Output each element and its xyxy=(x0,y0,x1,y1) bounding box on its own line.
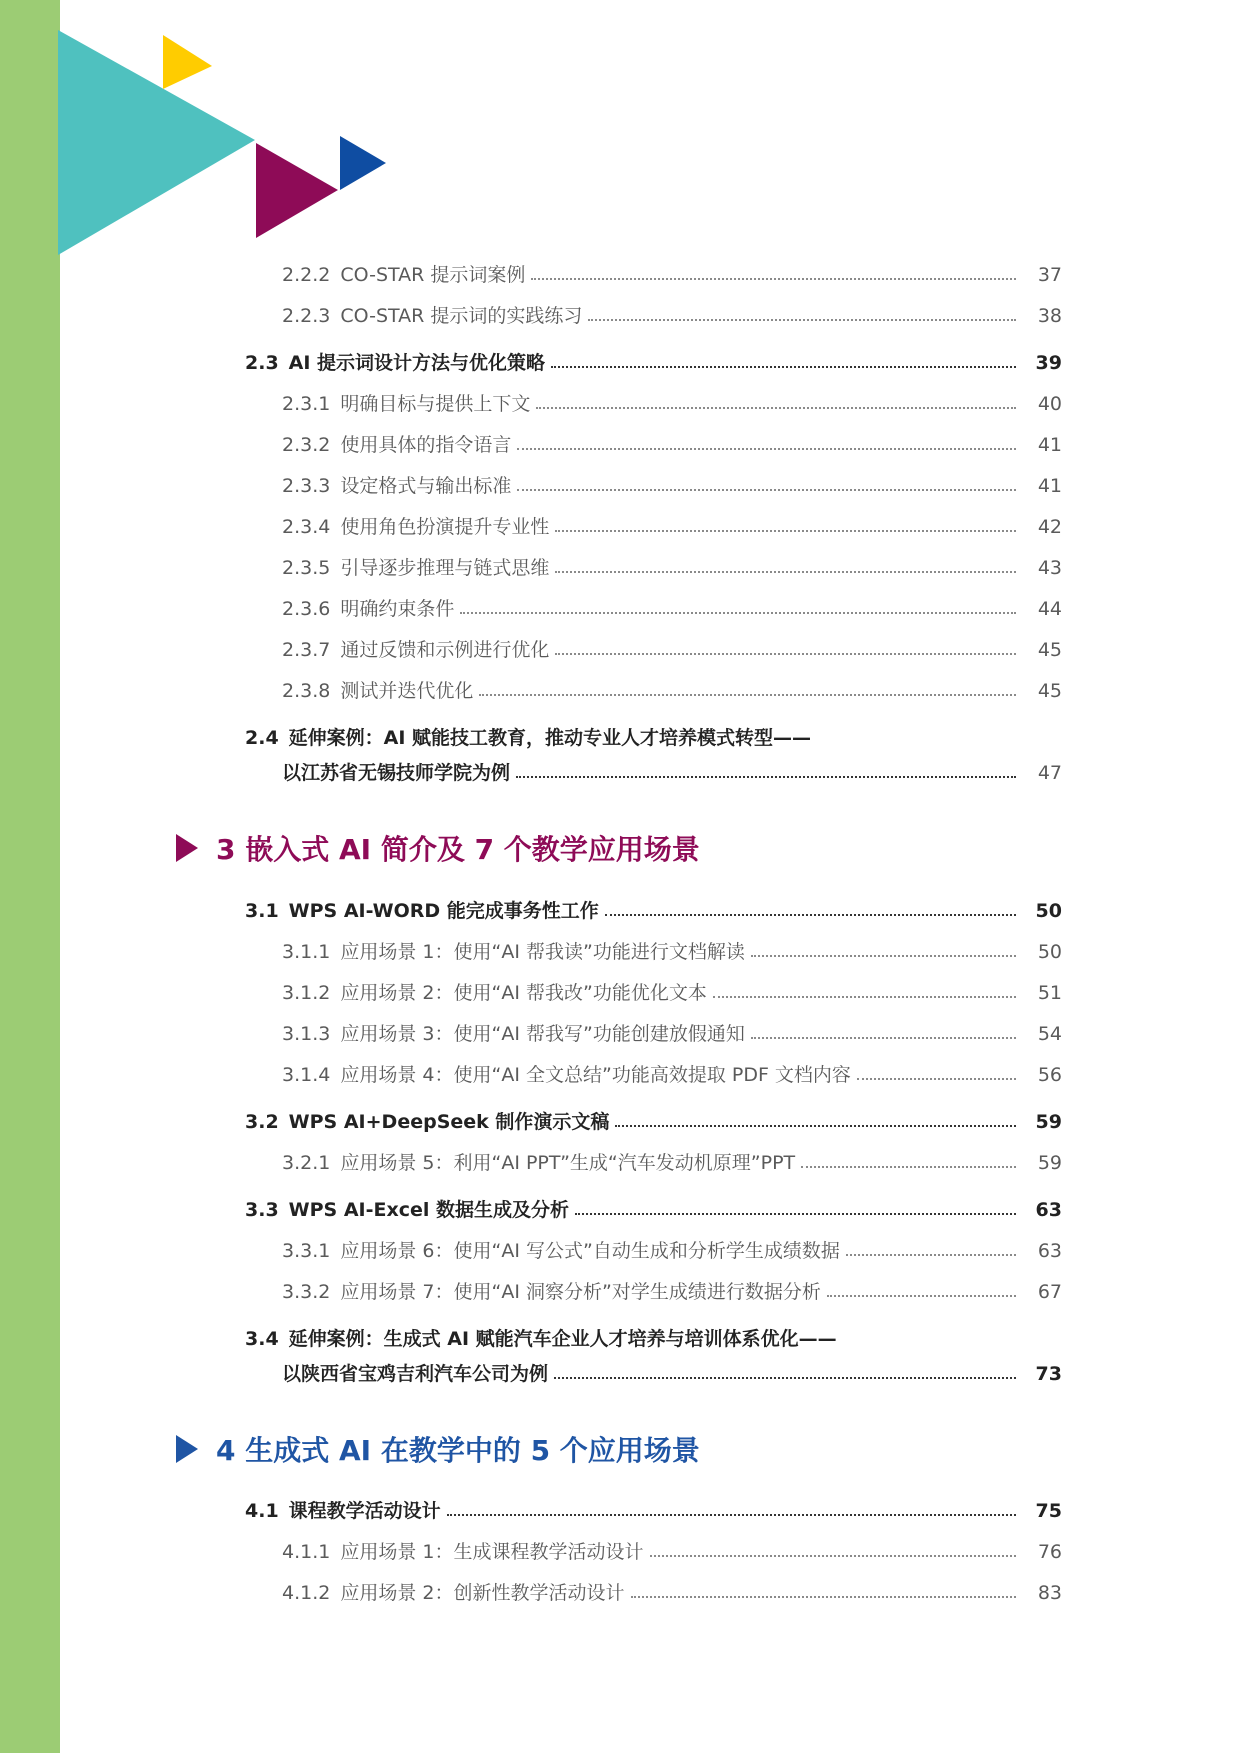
page-number: 63 xyxy=(1037,1240,1062,1262)
toc-entry-2-3-7[interactable]: 2.3.7 通过反馈和示例进行优化 45 xyxy=(282,633,1062,667)
chapter-3-heading[interactable]: 3 嵌入式 AI 简介及 7 个教学应用场景 xyxy=(176,823,700,873)
toc-entry-3-1[interactable]: 3.1 WPS AI-WORD 能完成事务性工作 50 xyxy=(245,894,1062,928)
toc-entry-2-3-6[interactable]: 2.3.6 明确约束条件 44 xyxy=(282,592,1062,626)
page-number: 44 xyxy=(1037,598,1062,620)
page-number: 40 xyxy=(1037,393,1062,415)
toc-entry-3-3-2[interactable]: 3.3.2 应用场景 7：使用“AI 洞察分析”对学生成绩进行数据分析 67 xyxy=(282,1275,1062,1309)
toc-entry-3-4-line1[interactable]: 3.4 延伸案例：生成式 AI 赋能汽车企业人才培养与培训体系优化—— xyxy=(245,1328,837,1350)
page-number: 73 xyxy=(1035,1363,1062,1385)
dot-leader xyxy=(517,448,1016,450)
page-number: 41 xyxy=(1037,475,1062,497)
toc-entry-3-2-1[interactable]: 3.2.1 应用场景 5：利用“AI PPT”生成“汽车发动机原理”PPT 59 xyxy=(282,1146,1062,1180)
toc-entry-3-4-line2[interactable]: 以陕西省宝鸡吉利汽车公司为例 73 xyxy=(282,1357,1062,1391)
toc-entry-2-2-2[interactable]: 2.2.2 CO-STAR 提示词案例 37 xyxy=(282,258,1062,292)
toc-entry-3-3-1[interactable]: 3.3.1 应用场景 6：使用“AI 写公式”自动生成和分析学生成绩数据 63 xyxy=(282,1234,1062,1268)
toc-entry-3-1-1[interactable]: 3.1.1 应用场景 1：使用“AI 帮我读”功能进行文档解读 50 xyxy=(282,935,1062,969)
page-number: 83 xyxy=(1037,1582,1062,1604)
dot-leader xyxy=(857,1078,1016,1080)
toc-entry-2-3-4[interactable]: 2.3.4 使用角色扮演提升专业性 42 xyxy=(282,510,1062,544)
page-number: 56 xyxy=(1037,1064,1062,1086)
page-number: 63 xyxy=(1035,1199,1062,1221)
toc-entry-2-3-2[interactable]: 2.3.2 使用具体的指令语言 41 xyxy=(282,428,1062,462)
dot-leader xyxy=(605,914,1016,916)
play-triangle-icon xyxy=(176,1435,198,1463)
toc-entry-3-3[interactable]: 3.3 WPS AI-Excel 数据生成及分析 63 xyxy=(245,1193,1062,1227)
dot-leader xyxy=(575,1213,1016,1215)
dot-leader xyxy=(846,1254,1016,1256)
dot-leader xyxy=(713,996,1016,998)
toc-entry-2-3-3[interactable]: 2.3.3 设定格式与输出标准 41 xyxy=(282,469,1062,503)
dot-leader xyxy=(460,612,1016,614)
dot-leader xyxy=(631,1596,1017,1598)
toc-entry-2-3-1[interactable]: 2.3.1 明确目标与提供上下文 40 xyxy=(282,387,1062,421)
toc-entry-2-2-3[interactable]: 2.2.3 CO-STAR 提示词的实践练习 38 xyxy=(282,299,1062,333)
page-number: 50 xyxy=(1037,941,1062,963)
toc-entry-3-1-4[interactable]: 3.1.4 应用场景 4：使用“AI 全文总结”功能高效提取 PDF 文档内容 56 xyxy=(282,1058,1062,1092)
page-number: 59 xyxy=(1037,1152,1062,1174)
page-number: 39 xyxy=(1035,352,1062,374)
toc-entry-2-3-5[interactable]: 2.3.5 引导逐步推理与链式思维 43 xyxy=(282,551,1062,585)
page-number: 50 xyxy=(1035,900,1062,922)
play-triangle-icon xyxy=(176,834,198,862)
page-number: 45 xyxy=(1037,680,1062,702)
dot-leader xyxy=(447,1514,1016,1516)
toc-entry-2-3[interactable]: 2.3 AI 提示词设计方法与优化策略 39 xyxy=(245,346,1062,380)
dot-leader xyxy=(531,278,1016,280)
dot-leader xyxy=(536,407,1016,409)
dot-leader xyxy=(650,1555,1017,1557)
toc-entry-2-4-line1[interactable]: 2.4 延伸案例：AI 赋能技工教育，推动专业人才培养模式转型—— xyxy=(245,727,812,749)
page-number: 76 xyxy=(1037,1541,1062,1563)
toc-entry-4-1-1[interactable]: 4.1.1 应用场景 1：生成课程教学活动设计 76 xyxy=(282,1535,1062,1569)
page-number: 43 xyxy=(1037,557,1062,579)
page-number: 41 xyxy=(1037,434,1062,456)
toc-entry-3-2[interactable]: 3.2 WPS AI+DeepSeek 制作演示文稿 59 xyxy=(245,1105,1062,1139)
page-number: 38 xyxy=(1037,305,1062,327)
toc-entry-4-1[interactable]: 4.1 课程教学活动设计 75 xyxy=(245,1494,1062,1528)
page-number: 37 xyxy=(1037,264,1062,286)
toc-entry-2-3-8[interactable]: 2.3.8 测试并迭代优化 45 xyxy=(282,674,1062,708)
chapter-4-heading[interactable]: 4 生成式 AI 在教学中的 5 个应用场景 xyxy=(176,1424,700,1474)
dot-leader xyxy=(615,1125,1016,1127)
dot-leader xyxy=(751,955,1016,957)
dot-leader xyxy=(517,489,1016,491)
page-number: 54 xyxy=(1037,1023,1062,1045)
dot-leader xyxy=(516,776,1016,778)
page-number: 59 xyxy=(1035,1111,1062,1133)
toc-entry-2-4-line2[interactable]: 以江苏省无锡技师学院为例 47 xyxy=(282,756,1062,790)
page-number: 51 xyxy=(1037,982,1062,1004)
page-number: 47 xyxy=(1037,762,1062,784)
dot-leader xyxy=(551,366,1016,368)
dot-leader xyxy=(588,319,1016,321)
dot-leader xyxy=(555,571,1016,573)
dot-leader xyxy=(555,530,1016,532)
page-number: 67 xyxy=(1037,1281,1062,1303)
page-number: 42 xyxy=(1037,516,1062,538)
toc-entry-3-1-2[interactable]: 3.1.2 应用场景 2：使用“AI 帮我改”功能优化文本 51 xyxy=(282,976,1062,1010)
toc-entry-4-1-2[interactable]: 4.1.2 应用场景 2：创新性教学活动设计 83 xyxy=(282,1576,1062,1610)
toc-entry-3-1-3[interactable]: 3.1.3 应用场景 3：使用“AI 帮我写”功能创建放假通知 54 xyxy=(282,1017,1062,1051)
dot-leader xyxy=(479,694,1016,696)
dot-leader xyxy=(827,1295,1016,1297)
page-number: 75 xyxy=(1035,1500,1062,1522)
dot-leader xyxy=(555,653,1016,655)
dot-leader xyxy=(801,1166,1016,1168)
dot-leader xyxy=(554,1377,1016,1379)
page-number: 45 xyxy=(1037,639,1062,661)
dot-leader xyxy=(751,1037,1016,1039)
